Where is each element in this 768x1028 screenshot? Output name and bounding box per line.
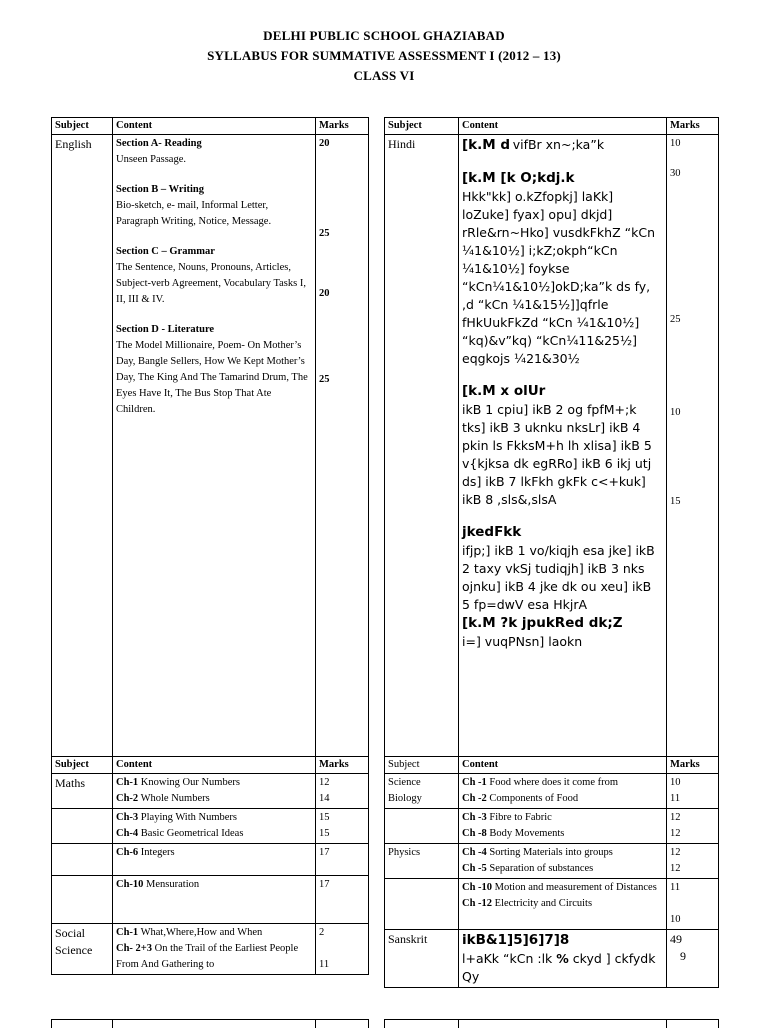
col-content: Content: [113, 118, 316, 135]
science-content-4: [459, 879, 667, 930]
sanskrit-row: [385, 930, 719, 988]
maths-mark: 15: [319, 812, 330, 823]
english-marks-a: 20: [319, 138, 330, 149]
sanskrit-body: l+aKk “kCn :lk % ckyd ] ckfydk Qy: [462, 951, 656, 984]
class-label: CLASS VI: [353, 68, 415, 83]
english-marks: [316, 135, 369, 757]
science-subject-cell: [385, 774, 459, 809]
maths-subject: Maths: [52, 774, 113, 809]
science-mark: 10: [670, 914, 681, 925]
col-subject: Subject: [52, 757, 113, 774]
science-mark: 10: [670, 777, 681, 788]
maths-chapter-3: Ch-3 Playing With Numbers: [116, 812, 238, 823]
col-marks: Marks: [667, 757, 719, 774]
science-mark: 12: [670, 863, 681, 874]
english-section-c-title: Section C – Grammar: [116, 246, 215, 257]
col-subject: Subject: [52, 118, 113, 135]
left-header-row: [52, 118, 369, 135]
col-marks: Marks: [667, 118, 719, 135]
science-marks-2: [667, 809, 719, 844]
english-section-a-body: Unseen Passage.: [116, 154, 186, 165]
science-row-1: [385, 774, 719, 809]
english-section-b-title: Section B – Writing: [116, 184, 204, 195]
document-header: [0, 26, 768, 86]
hindi-block-4-body: ifjp;] ikB 1 vo/kiqjh esa jke] ikB 2 taxy vkSj tudiqjh] ikB 3 nks ojnku] ikB 4 jke dk ou xeu] ikB 5 fp=dwV esa HkjrA: [462, 543, 655, 612]
sanskrit-subject: Sanskrit: [385, 930, 459, 988]
col-content: Content: [459, 118, 667, 135]
right-next-table-edge: [384, 1019, 719, 1028]
science-chapter-4: Ch -4 Sorting Materials into groups: [462, 847, 613, 858]
hindi-row: [385, 135, 719, 757]
social-content: [113, 924, 316, 975]
syllabus-title: SYLLABUS FOR SUMMATIVE ASSESSMENT I (2012 – 13): [207, 48, 561, 63]
maths-chapter-6: Ch-6 Integers: [116, 847, 175, 858]
hindi-mark-4: 10: [670, 407, 681, 418]
science-physics-label: Physics: [385, 844, 459, 879]
science-mark: 12: [670, 847, 681, 858]
science-subject: Science: [388, 777, 421, 788]
english-row: [52, 135, 369, 757]
sanskrit-title: ikB&1]5]6]7]8: [462, 932, 570, 948]
science-row-4: [385, 879, 719, 930]
right-syllabus-table: [384, 117, 719, 988]
english-section-b-body: Bio-sketch, e- mail, Informal Letter, Paragraph Writing, Notice, Message.: [116, 200, 272, 227]
science-content-2: [459, 809, 667, 844]
col-content: Content: [113, 757, 316, 774]
maths-chapter-10: Ch-10 Mensuration: [116, 879, 200, 890]
maths-content-3: [113, 844, 316, 876]
science-chapter-12: Ch -12 Electricity and Circuits: [462, 898, 593, 909]
english-content: [113, 135, 316, 757]
left-next-table-edge: [51, 1019, 369, 1028]
social-mark: 11: [319, 959, 330, 970]
maths-content-4: [113, 876, 316, 924]
social-subject: Social Science: [52, 924, 113, 975]
science-marks-4: [667, 879, 719, 930]
science-marks-1: [667, 774, 719, 809]
col-subject: Subject: [385, 118, 459, 135]
maths-row-3: [52, 844, 369, 876]
hindi-block-5-title: [k.M ?k jpukRed dk;Z: [462, 615, 623, 631]
maths-marks-3: 17: [316, 844, 369, 876]
hindi-subject: Hindi: [385, 135, 459, 757]
english-section-c-body: The Sentence, Nouns, Pronouns, Articles, Subject-verb Agreement, Vocabulary Tasks I, II, III & IV.: [116, 262, 306, 305]
english-marks-d: 25: [319, 374, 330, 385]
science-biology-label: Biology: [388, 793, 422, 804]
hindi-block-2-title: [k.M [k O;kdj.k: [462, 170, 575, 186]
social-mark: 2: [319, 927, 325, 938]
col-content: Content: [459, 757, 667, 774]
science-mark: 12: [670, 812, 681, 823]
science-chapter-5: Ch -5 Separation of substances: [462, 863, 594, 874]
left-syllabus-table: [51, 117, 369, 975]
science-content-1: [459, 774, 667, 809]
maths-mark: 14: [319, 793, 330, 804]
maths-row-2: [52, 809, 369, 844]
hindi-block-5-body: i=] vuqPNsn] laokn: [462, 634, 583, 649]
english-section-a-title: Section A- Reading: [116, 138, 202, 149]
maths-content-1: [113, 774, 316, 809]
hindi-block-2-body: Hkk"kk] o.kZfopkj] laKk] loZuke] fyax] opu] dkjd] rRle&rn~Hko] vusdkFkhZ “kCn ¼1&10½] i;kZ;okph“kCn ¼1&10½] foykse “kCn¼1&10½]okD;ka”k ds fy, ,d “kCn ¼1&15½]]qfrle fHkUukFkZd “kCn ¼1&10½] “kq)&v”kq) “kCn¼11&25½] eqgkojs ¼21&30½: [462, 189, 655, 366]
social-chapter-1: Ch-1 What,Where,How and When: [116, 927, 263, 938]
english-marks-c: 20: [319, 288, 330, 299]
school-name: DELHI PUBLIC SCHOOL GHAZIABAD: [263, 28, 505, 43]
science-mark: 11: [670, 793, 681, 804]
science-chapter-8: Ch -8 Body Movements: [462, 828, 565, 839]
maths-mark: 15: [319, 828, 330, 839]
science-chapter-10: Ch -10 Motion and measurement of Distances: [462, 882, 657, 893]
english-marks-b: 25: [319, 228, 330, 239]
right-header-row: [385, 118, 719, 135]
science-chapter-3: Ch -3 Fibre to Fabric: [462, 812, 552, 823]
science-chapter-2: Ch -2 Components of Food: [462, 793, 579, 804]
maths-marks-4: 17: [316, 876, 369, 924]
science-content-3: [459, 844, 667, 879]
maths-chapter-2: Ch-2 Whole Numbers: [116, 793, 210, 804]
hindi-mark-2: 30: [670, 168, 681, 179]
maths-marks-1: [316, 774, 369, 809]
science-mark: 12: [670, 828, 681, 839]
col-subject: Subject: [385, 757, 459, 774]
maths-row-1: [52, 774, 369, 809]
hindi-block-3-title: [k.M x olUr: [462, 383, 546, 399]
science-mark: 11: [670, 882, 681, 893]
hindi-content: [459, 135, 667, 757]
maths-row-4: [52, 876, 369, 924]
maths-chapter-1: Ch-1 Knowing Our Numbers: [116, 777, 240, 788]
col-marks: Marks: [316, 118, 369, 135]
social-marks: [316, 924, 369, 975]
social-chapter-2: Ch- 2+3 On the Trail of the Earliest People From And Gathering to: [116, 943, 299, 970]
col-marks: Marks: [316, 757, 369, 774]
hindi-block-3-body: ikB 1 cpiu] ikB 2 og fpfM+;k tks] ikB 3 uknku nksLr] ikB 4 pkin ls FkksM+h lh xlisa] ikB 5 v{kjksa dk egRRo] ikB 6 ikj utj ds] ikB 7 lkFkh gkFk c<+kuk] ikB 8 ,sls&,slsA: [462, 402, 652, 507]
english-subject: English: [52, 135, 113, 757]
sanskrit-mark: 9: [680, 949, 686, 963]
right-header-row-2: [385, 757, 719, 774]
science-chapter-1: Ch -1 Food where does it come from: [462, 777, 619, 788]
hindi-block-4-title: jkedFkk: [462, 524, 522, 540]
sanskrit-content: [459, 930, 667, 988]
social-row: [52, 924, 369, 975]
maths-content-2: [113, 809, 316, 844]
maths-chapter-4: Ch-4 Basic Geometrical Ideas: [116, 828, 244, 839]
sanskrit-mark: 49: [670, 932, 682, 946]
english-section-d-body: The Model Millionaire, Poem- On Mother’s Day, Bangle Sellers, How We Kept Mother’s Day, The King And The Tamarind Drum, The Eyes Have It, The Bus Stop That Ate Children.: [116, 340, 308, 415]
hindi-block-1: [k.M d vifBr xn~;ka”k: [462, 137, 605, 153]
hindi-mark-1: 10: [670, 138, 681, 149]
hindi-mark-3: 25: [670, 314, 681, 325]
science-row-3: [385, 844, 719, 879]
hindi-marks: [667, 135, 719, 757]
maths-marks-2: [316, 809, 369, 844]
left-header-row-2: [52, 757, 369, 774]
sanskrit-marks: [667, 930, 719, 988]
maths-mark: 12: [319, 777, 330, 788]
hindi-mark-5: 15: [670, 496, 681, 507]
science-row-2: [385, 809, 719, 844]
english-section-d-title: Section D - Literature: [116, 324, 215, 335]
science-marks-3: [667, 844, 719, 879]
